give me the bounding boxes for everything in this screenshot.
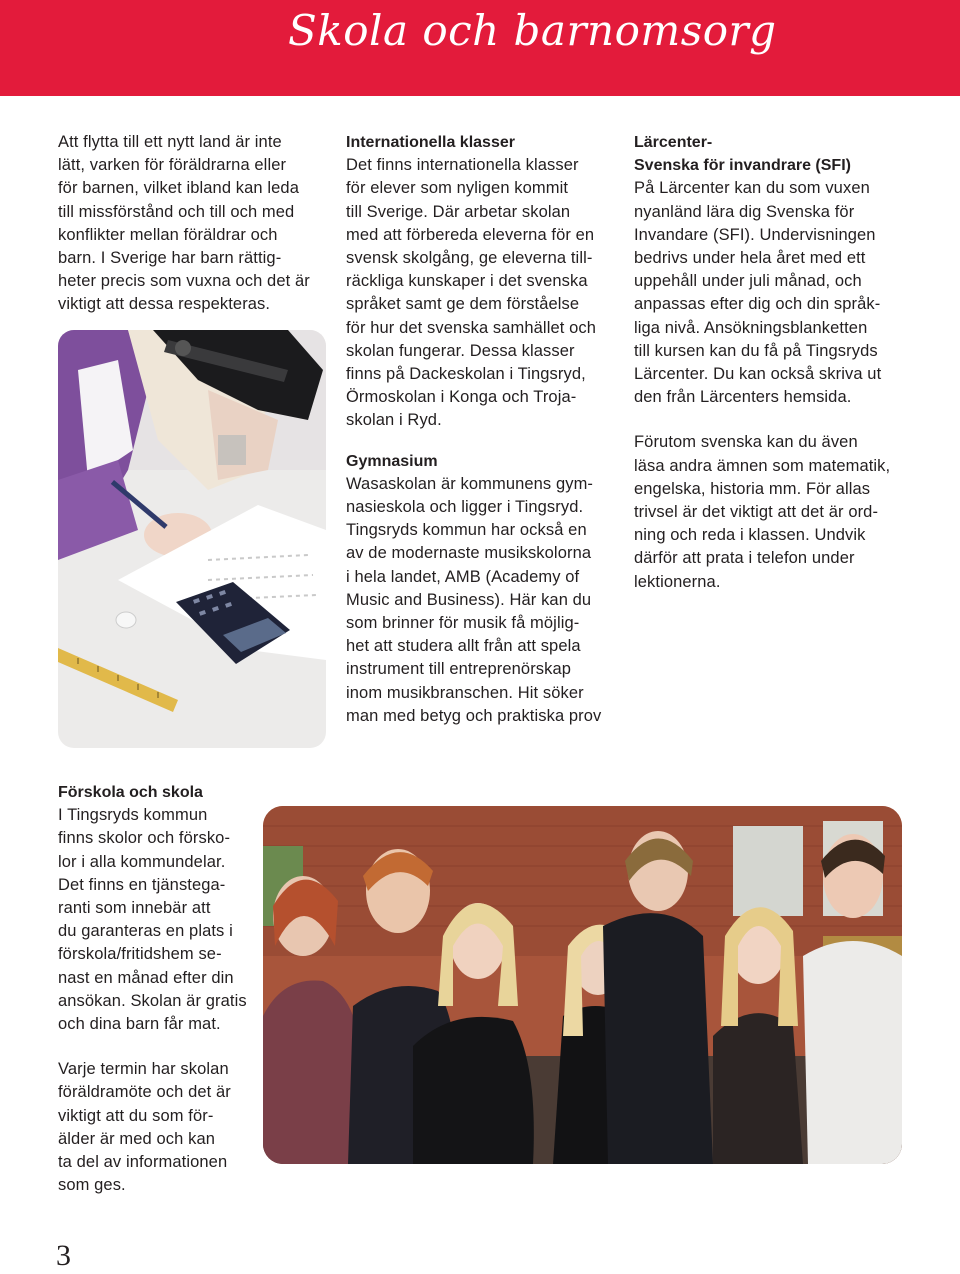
section-heading-internationella: Internationella klasser [346,134,515,151]
section-heading-forskola: Förskola och skola [58,784,203,801]
text-line: föräldramöte och det är [58,1083,231,1102]
text-line: Music and Business). Här kan du [346,590,592,609]
page-number: 3 [56,1239,71,1272]
section-heading-gymnasium: Gymnasium [346,452,438,470]
text-line: till Sverige. Där arbetar skolan [346,202,571,221]
text-line: trivsel är det viktigt att det är ord- [634,503,879,522]
page-title: Skola och barnomsorg [288,6,777,55]
column-larcenter [634,131,924,594]
header-banner [0,0,960,96]
text-line: nasieskola och ligger i Tingsryd. [346,498,584,517]
text-line: het att studera allt från att spela [346,637,581,656]
text-line: inom musikbranschen. Hit söker [346,683,584,702]
text-line: av de modernaste musikskolorna [346,544,592,563]
text-line: Att flytta till ett nytt land är inte [58,133,282,151]
text-line: nyanländ lära dig Svenska för [634,202,855,221]
text-line: I Tingsryds kommun [58,806,208,825]
forskola-paragraph [58,804,258,1036]
text-line: uppehåll under juli månad, och [634,272,862,291]
text-line: med att förbereda eleverna för en [346,225,595,244]
text-line: Det finns internationella klasser [346,156,579,175]
text-line: nast en månad efter din [58,968,234,987]
text-line: ansökan. Skolan är gratis [58,991,247,1010]
text-line: förskola/fritidshem se- [58,945,222,964]
internationella-paragraph [346,154,621,432]
text-line: Förutom svenska kan du även [634,433,858,452]
text-line: i hela landet, AMB (Academy of [346,567,580,586]
text-line: lätt, varken för föräldrarna eller [58,156,287,175]
text-line: instrument till entreprenörskap [346,660,572,679]
larcenter-paragraph-2 [634,431,924,593]
gymnasium-paragraph [346,473,621,728]
text-line: finns på Dackeskolan i Tingsryd, [346,365,586,384]
text-line: lor i alla kommundelar. [58,852,226,871]
text-line: för barnen, vilket ibland kan leda [58,179,299,198]
text-line: ranti som innebär att [58,899,211,918]
text-line: därför att prata i telefon under [634,549,855,568]
heading-line: Lärcenter- [634,134,713,151]
students-group-photo [263,806,902,1164]
text-line: ta del av informationen [58,1153,228,1172]
text-line: läsa andra ämnen som matematik, [634,456,891,475]
forskola-paragraph-2 [58,1058,258,1197]
text-line: svensk skolgång, ge eleverna till- [346,249,593,268]
heading-line: Svenska för invandrare (SFI) [634,157,851,175]
text-line: anpassas efter dig och din språk- [634,295,881,314]
text-line: skolan i Ryd. [346,411,442,430]
text-line: Invandare (SFI). Undervisningen [634,225,876,244]
text-line: Tingsryds kommun har också en [346,521,587,540]
text-line: Örmoskolan i Konga och Troja- [346,388,577,407]
text-line: som brinner för musik få möjlig- [346,614,580,633]
text-line: den från Lärcenters hemsida. [634,388,852,407]
text-line: konflikter mellan föräldrar och [58,225,278,244]
text-line: för hur det svenska samhället och [346,318,597,337]
intro-paragraph [58,131,328,317]
text-line: man med betyg och praktiska prov [346,706,602,725]
text-line: finns skolor och förskо- [58,829,231,848]
text-line: till kursen kan du få på Tingsryds [634,341,878,360]
text-line: liga nivå. Ansökningsblanketten [634,318,868,337]
text-line: viktigt att du som för- [58,1106,214,1125]
text-line: bedrivs under hela året med ett [634,249,866,268]
larcenter-paragraph [634,177,924,409]
student-writing-photo [58,330,326,748]
text-line: skolan fungerar. Dessa klasser [346,341,575,360]
section-heading-larcenter [634,131,924,177]
text-line: för elever som nyligen kommit [346,179,569,198]
text-line: Varje termin har skolan [58,1060,229,1079]
intro-text [58,131,328,317]
text-line: Lärcenter. Du kan också skriva ut [634,365,882,384]
text-line: heter precis som vuxna och det är [58,272,310,291]
text-line: barn. I Sverige har barn rättig- [58,249,282,268]
text-line: På Lärcenter kan du som vuxen [634,179,870,198]
text-line: till missförstånd och till och med [58,202,295,221]
column-forskola [58,781,258,1197]
column-internationella-gymnasium [346,131,621,728]
text-line: ning och reda i klassen. Undvik [634,526,866,545]
text-line: engelska, historia mm. För allas [634,479,871,498]
text-line: Det finns en tjänstega- [58,875,226,894]
text-line: och dina barn får mat. [58,1015,221,1034]
text-line: som ges. [58,1176,126,1195]
text-line: språket samt ge dem förståelse [346,295,580,314]
text-line: Wasaskolan är kommunens gym- [346,474,594,493]
text-line: räckliga kunskaper i det svenska [346,272,588,291]
text-line: viktigt att dessa respekteras. [58,295,271,314]
text-line: du garanteras en plats i [58,922,233,941]
text-line: älder är med och kan [58,1129,216,1148]
text-line: lektionerna. [634,572,721,591]
